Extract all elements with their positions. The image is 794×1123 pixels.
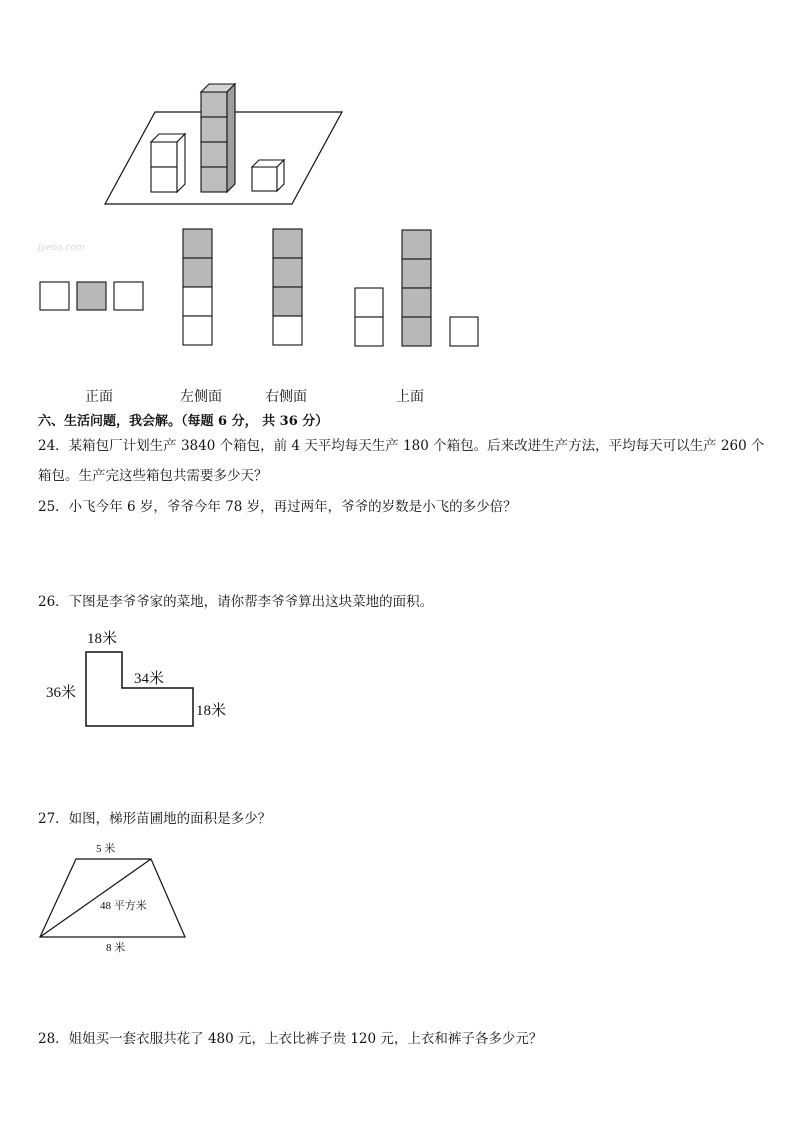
cube-stack-middle [201,84,235,192]
right-side-view-drawing [273,229,302,345]
view-label-front: 正面 [85,389,113,405]
view-label-left: 左侧面 [180,389,222,405]
trapezoid-top-label: 5 米 [96,843,116,855]
trapezoid-bottom-label: 8 米 [106,942,126,954]
question-24-line-1: 24．某箱包厂计划生产 3840 个箱包，前 4 天平均每天生产 180 个箱包。后来改进生产方法，平均每天可以生产 260 个 [38,438,765,454]
top-view-drawing [355,230,478,346]
view-label-top: 上面 [396,389,424,405]
cube-stack-left [151,134,185,192]
question-27: 27．如图，梯形苗圃地的面积是多少？ [38,811,272,827]
trapezoid-outline [40,859,185,937]
garden-middle-label: 34米 [134,671,165,687]
view-drawings [0,220,794,355]
garden-outline [86,652,193,726]
garden-figure [30,625,250,735]
question-26: 26．下图是李爷爷家的菜地，请你帮李爷爷算出这块菜地的面积。 [38,594,434,610]
garden-left-label: 36米 [46,685,77,701]
trapezoid-diagonal [40,859,151,937]
view-label-right: 右侧面 [265,389,307,405]
front-view-drawing [40,282,143,310]
question-24-line-2: 箱包。生产完这些箱包共需要多少天？ [38,468,268,484]
cube-arrangement-figure [0,0,794,215]
cube-single-right [252,160,284,191]
watermark-text: Jyeoo.com [38,243,85,253]
question-25: 25．小飞今年 6 岁，爷爷今年 78 岁，再过两年，爷爷的岁数是小飞的多少倍？ [38,499,517,515]
left-side-view-drawing [183,229,212,345]
section-title: 六、生活问题，我会解。（每题 6 分， 共 36 分） [38,414,329,429]
garden-right-label: 18米 [196,703,227,719]
trapezoid-area-label: 48 平方米 [100,900,147,912]
garden-top-label: 18米 [87,631,118,647]
question-28: 28．姐姐买一套衣服共花了 480 元，上衣比裤子贵 120 元，上衣和裤子各多少元？ [38,1031,543,1047]
trapezoid-figure [30,835,200,960]
